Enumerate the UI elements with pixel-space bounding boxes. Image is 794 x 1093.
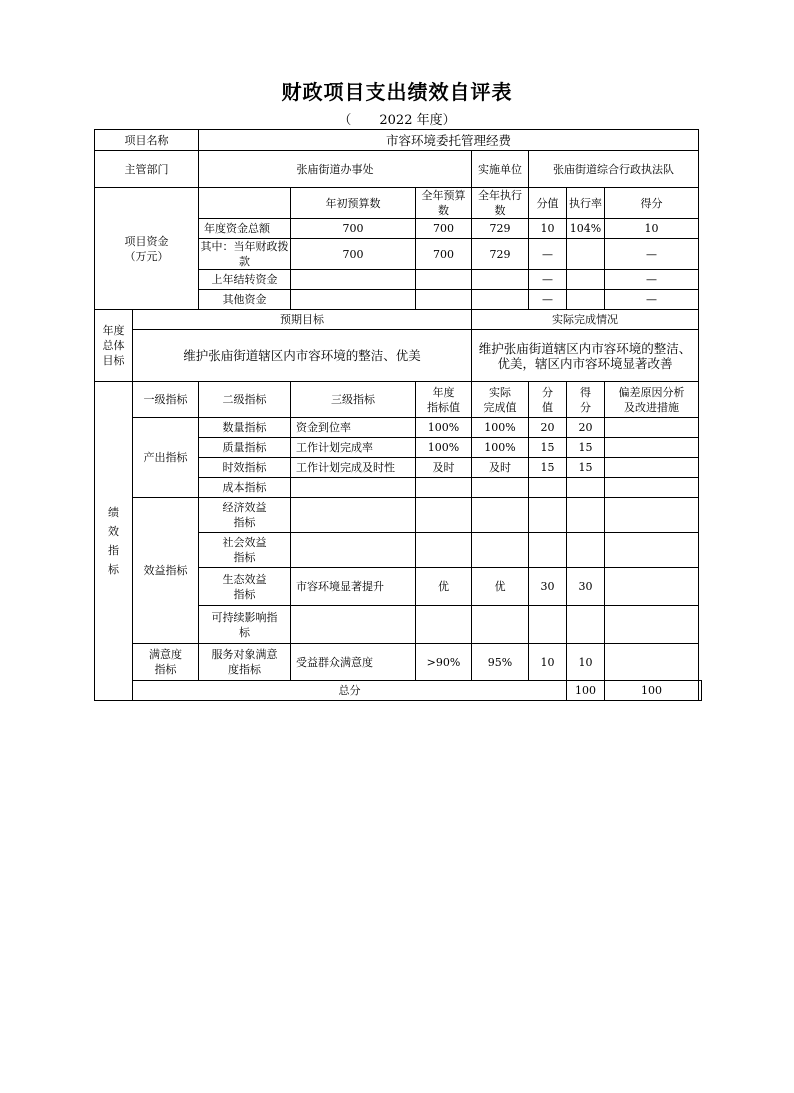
funds-row-label: 其中：当年财政拨款: [200, 240, 289, 268]
output-cell: 及时: [416, 458, 472, 478]
benefit-level2-line: 经济效益: [222, 501, 267, 514]
benefit-level2-line: 可持续影响指: [211, 610, 278, 624]
goals-label: [95, 310, 133, 382]
benefit-cell: [529, 606, 567, 644]
funds-value: 700: [291, 219, 416, 239]
funds-label-line: （万元）: [124, 249, 169, 263]
output-cell: 15: [529, 438, 567, 458]
perf-side-char: 指: [108, 544, 119, 557]
benefit-cell: [416, 606, 472, 644]
perf-h-got-line: 得: [580, 385, 591, 399]
satisfaction-cell: 10: [567, 644, 605, 681]
benefit-cell: [529, 498, 567, 533]
output-cell: 数量指标: [199, 418, 291, 438]
benefit-cell: [291, 606, 416, 644]
output-cell: 100%: [472, 438, 529, 458]
project-name-label: 项目名称: [95, 130, 199, 151]
benefit-cell: [605, 498, 699, 533]
perf-h-target-line: 年度: [432, 385, 455, 399]
funds-header: 执行率: [567, 188, 605, 219]
dept-label: 主管部门: [95, 151, 199, 188]
output-cell: [605, 458, 699, 478]
funds-value: —: [529, 239, 567, 270]
perf-side-label: [95, 382, 133, 701]
total-note: [699, 681, 702, 701]
funds-label-line: 项目资金: [124, 234, 169, 248]
expected-goal-text: 维护张庙街道辖区内市容环境的整洁、优美: [133, 330, 472, 382]
perf-h-target-line: 指标值: [427, 400, 460, 414]
funds-value: [472, 290, 529, 310]
output-cell: 100%: [472, 418, 529, 438]
funds-value: 10: [529, 219, 567, 239]
output-cell: 质量指标: [199, 438, 291, 458]
output-cell: 100%: [416, 418, 472, 438]
dept-value: 张庙街道办事处: [199, 151, 472, 188]
benefit-level2-line: 社会效益: [222, 536, 267, 549]
total-got: 100: [605, 681, 699, 701]
output-cell: 时效指标: [199, 458, 291, 478]
satisfaction-cell: 95%: [472, 644, 529, 681]
perf-h-actual-line: 完成值: [483, 400, 517, 414]
output-cell: [605, 418, 699, 438]
satisfaction-indicator-label-line: 指标: [154, 663, 177, 676]
funds-row-label: 其他资金: [199, 290, 291, 310]
perf-h-got-line: 分: [580, 400, 591, 414]
benefit-cell: [291, 533, 416, 568]
perf-h-actual: [472, 382, 529, 418]
funds-value: [416, 270, 472, 290]
satisfaction-indicator-label: [133, 644, 199, 681]
funds-value: [472, 270, 529, 290]
funds-header: 得分: [605, 188, 699, 219]
benefit-cell: 30: [529, 568, 567, 606]
funds-value: 10: [605, 219, 699, 239]
goals-label-line: 总体: [102, 339, 125, 352]
funds-value: 700: [416, 239, 472, 270]
output-cell: 及时: [472, 458, 529, 478]
perf-h-level3: 三级指标: [291, 382, 416, 418]
benefit-cell: [567, 533, 605, 568]
funds-header-blank: [199, 188, 291, 219]
output-cell: 20: [567, 418, 605, 438]
funds-value: —: [605, 270, 699, 290]
benefit-level2: [199, 568, 291, 606]
benefit-cell: [416, 498, 472, 533]
perf-h-level2: 二级指标: [199, 382, 291, 418]
satisfaction-level2: [199, 644, 291, 681]
perf-h-level1: 一级指标: [133, 382, 199, 418]
funds-value: [291, 290, 416, 310]
output-cell: [529, 478, 567, 498]
funds-value: [567, 290, 605, 310]
benefit-level2: [199, 606, 291, 644]
output-cell: 资金到位率: [291, 418, 416, 438]
benefit-level2-line: 指标: [233, 587, 256, 601]
benefit-level2-line: 指标: [233, 516, 256, 529]
actual-result-text: 维护张庙街道辖区内市容环境的整洁、优美，辖区内市容环境显著改善: [472, 330, 699, 382]
year-open-paren: （: [338, 113, 352, 128]
output-cell: [605, 478, 699, 498]
benefit-cell: 优: [472, 568, 529, 606]
satisfaction-indicator-label-line: 满意度: [149, 648, 182, 661]
benefit-cell: [605, 568, 699, 606]
perf-h-score-line: 分: [542, 385, 553, 399]
funds-value: [291, 270, 416, 290]
output-cell: 15: [529, 458, 567, 478]
benefit-cell: [529, 533, 567, 568]
output-cell: 20: [529, 418, 567, 438]
funds-header: 年初预算数: [291, 188, 416, 219]
funds-row-label: 上年结转资金: [199, 270, 291, 290]
perf-h-got: [567, 382, 605, 418]
benefit-level2: [199, 498, 291, 533]
satisfaction-level2-line: 服务对象满意: [211, 648, 278, 661]
actual-result-header: 实际完成情况: [472, 310, 699, 330]
project-name-value: 市容环境委托管理经费: [199, 130, 699, 151]
benefit-level2-line: 生态效益: [222, 572, 267, 586]
benefit-cell: [472, 606, 529, 644]
goals-label-line: 目标: [102, 354, 125, 367]
perf-h-actual-line: 实际: [489, 385, 511, 399]
output-cell: [416, 478, 472, 498]
funds-header: 全年执行数: [472, 188, 529, 219]
total-label: 总分: [133, 681, 567, 701]
benefit-cell: [472, 533, 529, 568]
output-cell: [472, 478, 529, 498]
funds-value: 729: [472, 219, 529, 239]
output-cell: 100%: [416, 438, 472, 458]
benefit-cell: [416, 533, 472, 568]
output-cell: 成本指标: [199, 478, 291, 498]
benefit-cell: [567, 606, 605, 644]
output-cell: [567, 478, 605, 498]
funds-value: 104%: [567, 219, 605, 239]
unit-label: 实施单位: [472, 151, 529, 188]
benefit-cell: [605, 533, 699, 568]
evaluation-table: [94, 129, 702, 701]
perf-side-char: 标: [108, 563, 119, 576]
satisfaction-cell: 受益群众满意度: [291, 644, 416, 681]
perf-h-score: [529, 382, 567, 418]
funds-value: —: [529, 270, 567, 290]
year-text: 2022 年度）: [379, 113, 456, 128]
output-cell: 工作计划完成率: [291, 438, 416, 458]
benefit-level2-line: 指标: [233, 551, 256, 564]
perf-h-reason-line: 及改进措施: [624, 400, 679, 414]
benefit-cell: 30: [567, 568, 605, 606]
output-cell: 工作计划完成及时性: [291, 458, 416, 478]
funds-value: [416, 290, 472, 310]
funds-row-label: 年度资金总额: [199, 219, 291, 239]
funds-value: —: [529, 290, 567, 310]
output-cell: 15: [567, 458, 605, 478]
benefit-cell: 优: [416, 568, 472, 606]
unit-value: 张庙街道综合行政执法队: [529, 151, 699, 188]
perf-side-char: 绩: [108, 506, 119, 519]
perf-h-target: [416, 382, 472, 418]
funds-value: —: [605, 290, 699, 310]
output-indicator-label: 产出指标: [133, 418, 199, 498]
goals-label-line: 年度: [102, 324, 125, 337]
benefit-cell: 市容环境显著提升: [291, 568, 416, 606]
satisfaction-level2-line: 度指标: [228, 663, 261, 676]
page-title: 财政项目支出绩效自评表: [281, 80, 513, 104]
benefit-indicator-label: 效益指标: [133, 498, 199, 644]
benefit-cell: [605, 606, 699, 644]
funds-value: 729: [472, 239, 529, 270]
funds-label: [95, 188, 199, 310]
satisfaction-cell: 10: [529, 644, 567, 681]
funds-value: 700: [291, 239, 416, 270]
funds-value: [567, 239, 605, 270]
perf-h-score-line: 值: [542, 400, 553, 414]
satisfaction-cell: >90%: [416, 644, 472, 681]
perf-side-char: 效: [108, 525, 119, 538]
benefit-cell: [472, 498, 529, 533]
funds-value: —: [605, 239, 699, 270]
funds-value: 700: [416, 219, 472, 239]
funds-header: 全年预算数: [416, 188, 472, 219]
benefit-level2-line: 标: [239, 625, 250, 639]
benefit-cell: [567, 498, 605, 533]
total-score: 100: [567, 681, 605, 701]
output-cell: 15: [567, 438, 605, 458]
output-cell: [605, 438, 699, 458]
perf-h-reason: [605, 382, 699, 418]
perf-h-reason-line: 偏差原因分析: [618, 385, 685, 399]
year-caption: [94, 109, 700, 128]
benefit-level2: [199, 533, 291, 568]
benefit-cell: [291, 498, 416, 533]
satisfaction-cell: [605, 644, 699, 681]
funds-value: [567, 270, 605, 290]
output-cell: [291, 478, 416, 498]
expected-goal-header: 预期目标: [133, 310, 472, 330]
funds-header: 分值: [529, 188, 567, 219]
